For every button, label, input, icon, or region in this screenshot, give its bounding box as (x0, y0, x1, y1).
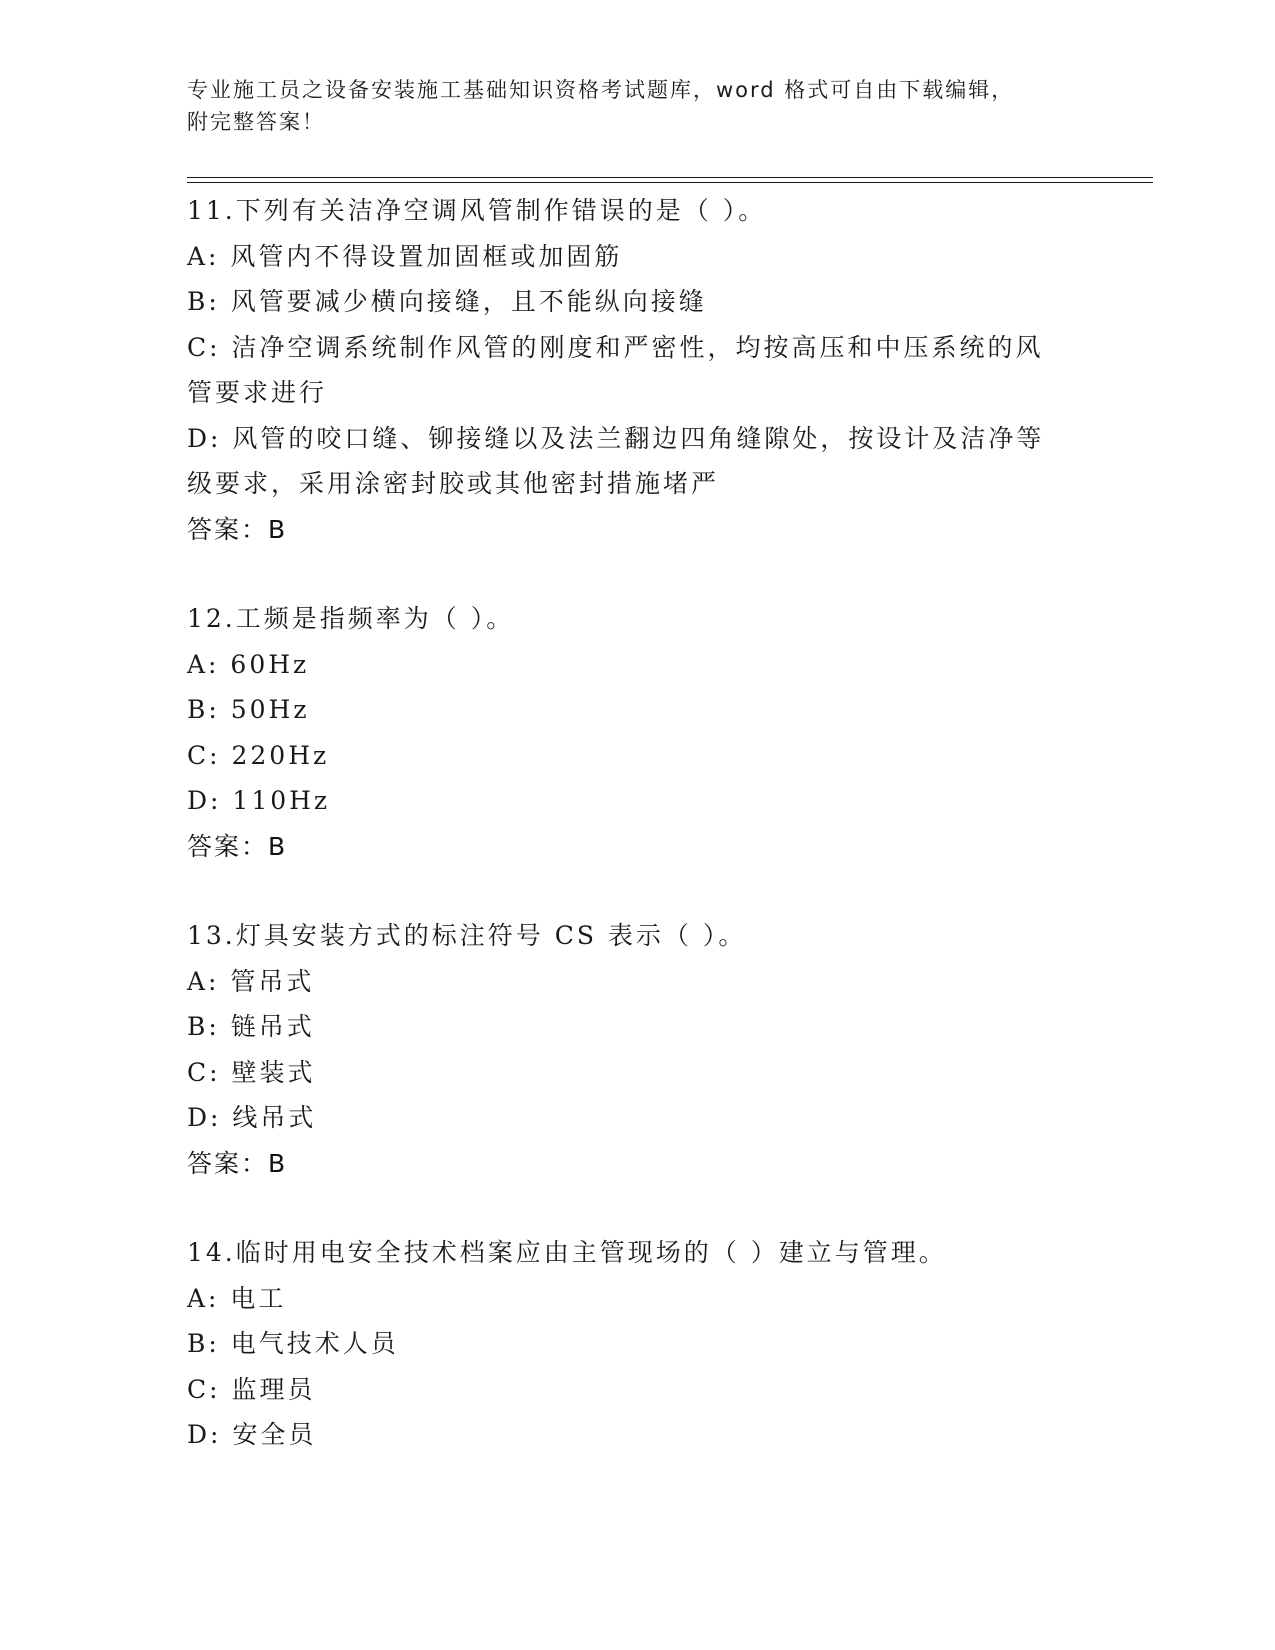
option-c: C: 220Hz (187, 740, 330, 770)
question-stem: 11.下列有关洁净空调风管制作错误的是（ ）。 (187, 196, 767, 225)
option-d: D: 风管的咬口缝、铆接缝以及法兰翻边四角缝隙处，按设计及洁净等级要求，采用涂密封胶或其他密封措施堵严 (187, 423, 1045, 498)
option-d: D: 线吊式 (187, 1103, 317, 1132)
option-b: B: 链吊式 (187, 1012, 315, 1041)
question-11 (187, 188, 1107, 552)
option-c: C: 壁装式 (187, 1057, 316, 1087)
option-a: A: 风管内不得设置加固框或加固筋 (187, 241, 623, 271)
document-header (187, 74, 1067, 138)
option-d: D: 安全员 (187, 1420, 317, 1449)
option-c: C: 监理员 (187, 1374, 316, 1404)
option-d: D: 110Hz (187, 786, 331, 815)
question-14 (187, 1230, 1107, 1458)
question-12 (187, 596, 1107, 869)
question-stem: 14.临时用电安全技术档案应由主管现场的（ ）建立与管理。 (187, 1238, 947, 1267)
header-divider-bottom (187, 182, 1153, 183)
question-13 (187, 913, 1107, 1186)
question-list (187, 188, 1107, 1502)
option-a: A: 电工 (187, 1283, 287, 1313)
question-stem: 12.工频是指频率为（ ）。 (187, 604, 515, 633)
answer-label: 答案：B (187, 1148, 288, 1178)
answer-label: 答案：B (187, 514, 288, 544)
header-line-1: 专业施工员之设备安装施工基础知识资格考试题库，word 格式可自由下载编辑， (187, 78, 1015, 102)
option-c: C: 洁净空调系统制作风管的刚度和严密性，均按高压和中压系统的风管要求进行 (187, 332, 1044, 407)
option-b: B: 电气技术人员 (187, 1329, 399, 1358)
option-a: A: 管吊式 (187, 966, 315, 996)
answer-label: 答案：B (187, 831, 288, 861)
header-divider-top (187, 177, 1153, 178)
header-line-2: 附完整答案！ (187, 110, 325, 134)
option-a: A: 60Hz (187, 649, 310, 679)
question-stem: 13.灯具安装方式的标注符号 CS 表示（ ）。 (187, 921, 747, 950)
option-b: B: 风管要减少横向接缝，且不能纵向接缝 (187, 287, 707, 316)
option-b: B: 50Hz (187, 695, 310, 724)
